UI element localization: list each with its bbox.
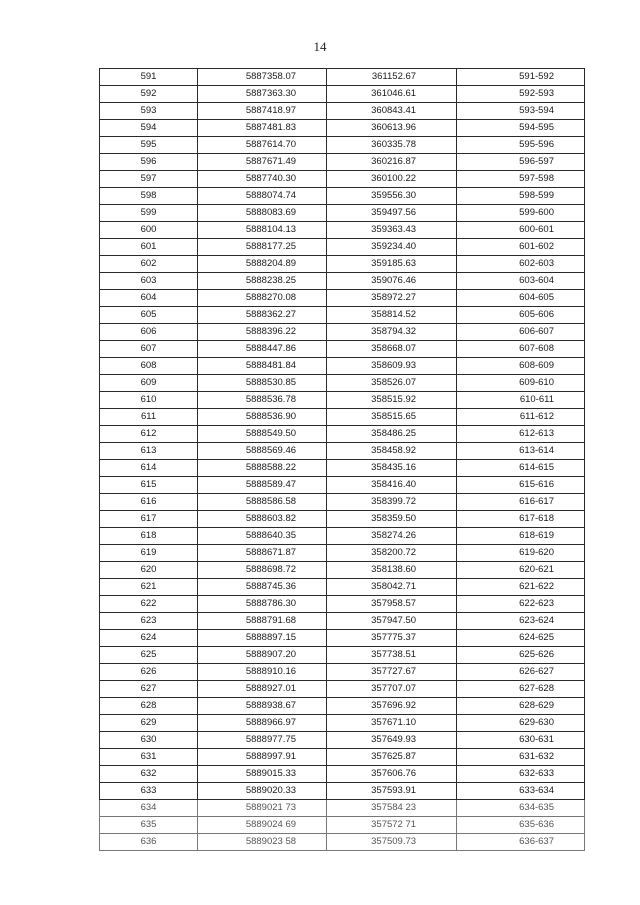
segment-cell: 623-624 (457, 613, 585, 630)
segment-cell: 605-606 (457, 307, 585, 324)
y-coordinate-cell: 358359.50 (327, 511, 457, 528)
y-coordinate-cell: 360335.78 (327, 137, 457, 154)
table-row (100, 698, 585, 715)
point-number-cell: 596 (100, 154, 198, 171)
table-row (100, 494, 585, 511)
point-number-cell: 628 (100, 698, 198, 715)
segment-cell: 633-634 (457, 783, 585, 800)
table-row (100, 460, 585, 477)
table-row (100, 613, 585, 630)
table-row (100, 86, 585, 103)
segment-cell: 607-608 (457, 341, 585, 358)
y-coordinate-cell: 360100.22 (327, 171, 457, 188)
y-coordinate-cell: 357738.51 (327, 647, 457, 664)
table-row (100, 358, 585, 375)
table-row (100, 834, 585, 851)
table-row (100, 630, 585, 647)
segment-cell: 632-633 (457, 766, 585, 783)
segment-cell: 593-594 (457, 103, 585, 120)
table-row (100, 137, 585, 154)
x-coordinate-cell: 5888589.47 (198, 477, 327, 494)
segment-cell: 610-611 (457, 392, 585, 409)
point-number-cell: 597 (100, 171, 198, 188)
table-row (100, 664, 585, 681)
x-coordinate-cell: 5888603.82 (198, 511, 327, 528)
segment-cell: 608-609 (457, 358, 585, 375)
table-row (100, 647, 585, 664)
y-coordinate-cell: 357584 23 (327, 800, 457, 817)
y-coordinate-cell: 358458.92 (327, 443, 457, 460)
y-coordinate-cell: 359234.40 (327, 239, 457, 256)
table-row (100, 307, 585, 324)
y-coordinate-cell: 358814.52 (327, 307, 457, 324)
segment-cell: 615-616 (457, 477, 585, 494)
point-number-cell: 614 (100, 460, 198, 477)
y-coordinate-cell: 358668.07 (327, 341, 457, 358)
table-row (100, 749, 585, 766)
x-coordinate-cell: 5888270.08 (198, 290, 327, 307)
table-row (100, 409, 585, 426)
segment-cell: 602-603 (457, 256, 585, 273)
table-row (100, 120, 585, 137)
point-number-cell: 621 (100, 579, 198, 596)
y-coordinate-cell: 357958.57 (327, 596, 457, 613)
x-coordinate-cell: 5888791.68 (198, 613, 327, 630)
segment-cell: 613-614 (457, 443, 585, 460)
y-coordinate-cell: 358515.92 (327, 392, 457, 409)
y-coordinate-cell: 357707.07 (327, 681, 457, 698)
segment-cell: 592-593 (457, 86, 585, 103)
segment-cell: 625-626 (457, 647, 585, 664)
point-number-cell: 599 (100, 205, 198, 222)
segment-cell: 600-601 (457, 222, 585, 239)
table-row (100, 154, 585, 171)
segment-cell: 604-605 (457, 290, 585, 307)
table-row (100, 528, 585, 545)
segment-cell: 631-632 (457, 749, 585, 766)
x-coordinate-cell: 5889015.33 (198, 766, 327, 783)
y-coordinate-cell: 358138.60 (327, 562, 457, 579)
point-number-cell: 634 (100, 800, 198, 817)
segment-cell: 594-595 (457, 120, 585, 137)
point-number-cell: 633 (100, 783, 198, 800)
x-coordinate-cell: 5888204.89 (198, 256, 327, 273)
y-coordinate-cell: 358515.65 (327, 409, 457, 426)
segment-cell: 619-620 (457, 545, 585, 562)
x-coordinate-cell: 5888481.84 (198, 358, 327, 375)
segment-cell: 622-623 (457, 596, 585, 613)
table-row (100, 273, 585, 290)
y-coordinate-cell: 357727.67 (327, 664, 457, 681)
point-number-cell: 598 (100, 188, 198, 205)
point-number-cell: 591 (100, 69, 198, 86)
point-number-cell: 613 (100, 443, 198, 460)
table-row (100, 579, 585, 596)
segment-cell: 606-607 (457, 324, 585, 341)
point-number-cell: 602 (100, 256, 198, 273)
x-coordinate-cell: 5888938.67 (198, 698, 327, 715)
segment-cell: 621-622 (457, 579, 585, 596)
point-number-cell: 610 (100, 392, 198, 409)
x-coordinate-cell: 5887418.97 (198, 103, 327, 120)
segment-cell: 620-621 (457, 562, 585, 579)
table-row (100, 511, 585, 528)
table-row (100, 171, 585, 188)
x-coordinate-cell: 5888362.27 (198, 307, 327, 324)
table-row (100, 681, 585, 698)
point-number-cell: 619 (100, 545, 198, 562)
point-number-cell: 611 (100, 409, 198, 426)
y-coordinate-cell: 359185.63 (327, 256, 457, 273)
y-coordinate-cell: 357606.76 (327, 766, 457, 783)
table-row (100, 426, 585, 443)
coordinates-table-body (100, 69, 585, 851)
table-row (100, 290, 585, 307)
x-coordinate-cell: 5888907.20 (198, 647, 327, 664)
table-row (100, 205, 585, 222)
x-coordinate-cell: 5888536.78 (198, 392, 327, 409)
segment-cell: 609-610 (457, 375, 585, 392)
table-row (100, 324, 585, 341)
point-number-cell: 615 (100, 477, 198, 494)
x-coordinate-cell: 5888569.46 (198, 443, 327, 460)
point-number-cell: 595 (100, 137, 198, 154)
y-coordinate-cell: 358794.32 (327, 324, 457, 341)
segment-cell: 628-629 (457, 698, 585, 715)
segment-cell: 634-635 (457, 800, 585, 817)
point-number-cell: 624 (100, 630, 198, 647)
point-number-cell: 600 (100, 222, 198, 239)
segment-cell: 599-600 (457, 205, 585, 222)
y-coordinate-cell: 358435.16 (327, 460, 457, 477)
x-coordinate-cell: 5888104.13 (198, 222, 327, 239)
x-coordinate-cell: 5888238.25 (198, 273, 327, 290)
segment-cell: 617-618 (457, 511, 585, 528)
segment-cell: 611-612 (457, 409, 585, 426)
y-coordinate-cell: 359497.56 (327, 205, 457, 222)
x-coordinate-cell: 5888396.22 (198, 324, 327, 341)
table-row (100, 477, 585, 494)
y-coordinate-cell: 357593.91 (327, 783, 457, 800)
point-number-cell: 607 (100, 341, 198, 358)
point-number-cell: 608 (100, 358, 198, 375)
table-row (100, 392, 585, 409)
table-row (100, 766, 585, 783)
y-coordinate-cell: 358274.26 (327, 528, 457, 545)
segment-cell: 596-597 (457, 154, 585, 171)
x-coordinate-cell: 5888745.36 (198, 579, 327, 596)
x-coordinate-cell: 5888447.86 (198, 341, 327, 358)
point-number-cell: 636 (100, 834, 198, 851)
x-coordinate-cell: 5889024 69 (198, 817, 327, 834)
y-coordinate-cell: 358972.27 (327, 290, 457, 307)
segment-cell: 616-617 (457, 494, 585, 511)
segment-cell: 603-604 (457, 273, 585, 290)
table-row (100, 545, 585, 562)
coordinates-table (99, 68, 585, 851)
point-number-cell: 601 (100, 239, 198, 256)
y-coordinate-cell: 358609.93 (327, 358, 457, 375)
x-coordinate-cell: 5887671.49 (198, 154, 327, 171)
table-row (100, 817, 585, 834)
x-coordinate-cell: 5888640.35 (198, 528, 327, 545)
x-coordinate-cell: 5889020.33 (198, 783, 327, 800)
point-number-cell: 620 (100, 562, 198, 579)
x-coordinate-cell: 5887740.30 (198, 171, 327, 188)
table-row (100, 562, 585, 579)
segment-cell: 624-625 (457, 630, 585, 647)
x-coordinate-cell: 5888586.58 (198, 494, 327, 511)
table-row (100, 239, 585, 256)
x-coordinate-cell: 5887614.70 (198, 137, 327, 154)
y-coordinate-cell: 357572 71 (327, 817, 457, 834)
point-number-cell: 623 (100, 613, 198, 630)
y-coordinate-cell: 357625.87 (327, 749, 457, 766)
x-coordinate-cell: 5888966.97 (198, 715, 327, 732)
table-row (100, 375, 585, 392)
table-row (100, 69, 585, 86)
y-coordinate-cell: 361046.61 (327, 86, 457, 103)
y-coordinate-cell: 360216.87 (327, 154, 457, 171)
x-coordinate-cell: 5889023 58 (198, 834, 327, 851)
segment-cell: 595-596 (457, 137, 585, 154)
table-row (100, 256, 585, 273)
segment-cell: 597-598 (457, 171, 585, 188)
x-coordinate-cell: 5888074.74 (198, 188, 327, 205)
point-number-cell: 606 (100, 324, 198, 341)
point-number-cell: 631 (100, 749, 198, 766)
point-number-cell: 616 (100, 494, 198, 511)
point-number-cell: 629 (100, 715, 198, 732)
y-coordinate-cell: 358200.72 (327, 545, 457, 562)
y-coordinate-cell: 357775.37 (327, 630, 457, 647)
y-coordinate-cell: 357649.93 (327, 732, 457, 749)
point-number-cell: 594 (100, 120, 198, 137)
x-coordinate-cell: 5888588.22 (198, 460, 327, 477)
x-coordinate-cell: 5887363.30 (198, 86, 327, 103)
table-row (100, 596, 585, 613)
segment-cell: 629-630 (457, 715, 585, 732)
x-coordinate-cell: 5887358.07 (198, 69, 327, 86)
point-number-cell: 592 (100, 86, 198, 103)
y-coordinate-cell: 359363.43 (327, 222, 457, 239)
point-number-cell: 609 (100, 375, 198, 392)
table-row (100, 732, 585, 749)
x-coordinate-cell: 5888549.50 (198, 426, 327, 443)
table-row (100, 341, 585, 358)
point-number-cell: 593 (100, 103, 198, 120)
point-number-cell: 627 (100, 681, 198, 698)
point-number-cell: 604 (100, 290, 198, 307)
x-coordinate-cell: 5888671.87 (198, 545, 327, 562)
segment-cell: 614-615 (457, 460, 585, 477)
y-coordinate-cell: 358399.72 (327, 494, 457, 511)
point-number-cell: 617 (100, 511, 198, 528)
x-coordinate-cell: 5888536.90 (198, 409, 327, 426)
x-coordinate-cell: 5888927.01 (198, 681, 327, 698)
table-row (100, 222, 585, 239)
point-number-cell: 635 (100, 817, 198, 834)
y-coordinate-cell: 357509.73 (327, 834, 457, 851)
y-coordinate-cell: 357696.92 (327, 698, 457, 715)
segment-cell: 612-613 (457, 426, 585, 443)
segment-cell: 591-592 (457, 69, 585, 86)
point-number-cell: 612 (100, 426, 198, 443)
x-coordinate-cell: 5888177.25 (198, 239, 327, 256)
y-coordinate-cell: 361152.67 (327, 69, 457, 86)
x-coordinate-cell: 5888083.69 (198, 205, 327, 222)
x-coordinate-cell: 5889021 73 (198, 800, 327, 817)
table-row (100, 800, 585, 817)
y-coordinate-cell: 360843.41 (327, 103, 457, 120)
segment-cell: 635-636 (457, 817, 585, 834)
segment-cell: 636-637 (457, 834, 585, 851)
segment-cell: 627-628 (457, 681, 585, 698)
y-coordinate-cell: 359076.46 (327, 273, 457, 290)
y-coordinate-cell: 358486.25 (327, 426, 457, 443)
table-row (100, 188, 585, 205)
segment-cell: 626-627 (457, 664, 585, 681)
y-coordinate-cell: 357671.10 (327, 715, 457, 732)
segment-cell: 598-599 (457, 188, 585, 205)
point-number-cell: 632 (100, 766, 198, 783)
y-coordinate-cell: 358042.71 (327, 579, 457, 596)
table-row (100, 715, 585, 732)
x-coordinate-cell: 5888786.30 (198, 596, 327, 613)
table-row (100, 443, 585, 460)
point-number-cell: 603 (100, 273, 198, 290)
segment-cell: 618-619 (457, 528, 585, 545)
point-number-cell: 618 (100, 528, 198, 545)
y-coordinate-cell: 358526.07 (327, 375, 457, 392)
segment-cell: 601-602 (457, 239, 585, 256)
point-number-cell: 625 (100, 647, 198, 664)
table-row (100, 103, 585, 120)
y-coordinate-cell: 359556.30 (327, 188, 457, 205)
segment-cell: 630-631 (457, 732, 585, 749)
page-number: 14 (313, 39, 327, 54)
x-coordinate-cell: 5888997.91 (198, 749, 327, 766)
x-coordinate-cell: 5888977.75 (198, 732, 327, 749)
point-number-cell: 622 (100, 596, 198, 613)
y-coordinate-cell: 360613.96 (327, 120, 457, 137)
point-number-cell: 630 (100, 732, 198, 749)
y-coordinate-cell: 357947.50 (327, 613, 457, 630)
x-coordinate-cell: 5887481.83 (198, 120, 327, 137)
x-coordinate-cell: 5888897.15 (198, 630, 327, 647)
table-row (100, 783, 585, 800)
x-coordinate-cell: 5888530.85 (198, 375, 327, 392)
y-coordinate-cell: 358416.40 (327, 477, 457, 494)
point-number-cell: 626 (100, 664, 198, 681)
x-coordinate-cell: 5888698.72 (198, 562, 327, 579)
point-number-cell: 605 (100, 307, 198, 324)
x-coordinate-cell: 5888910.16 (198, 664, 327, 681)
